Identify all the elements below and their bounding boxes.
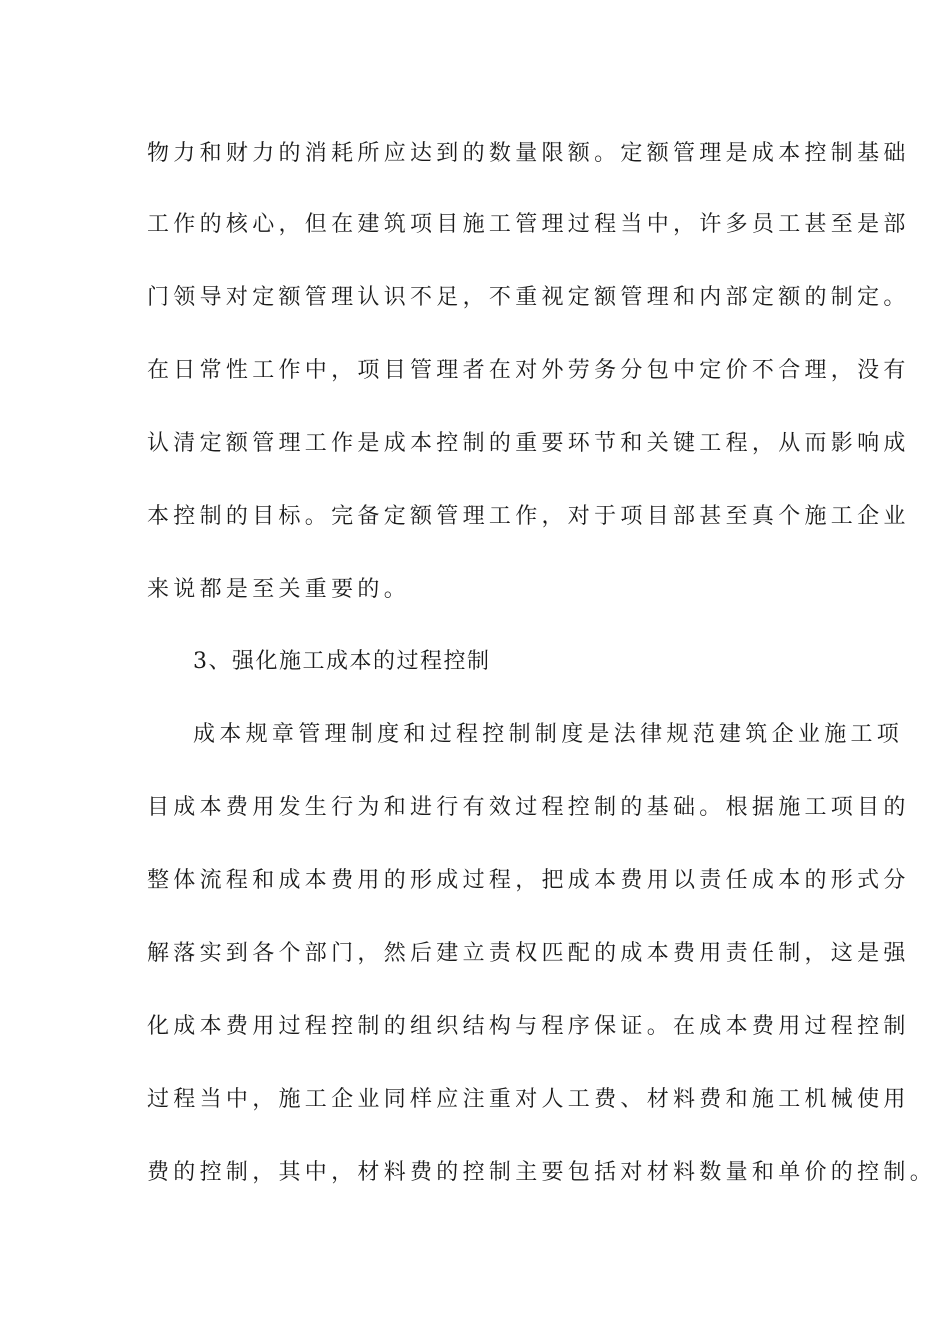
paragraph-line: 本控制的目标。完备定额管理工作，对于项目部甚至真个施工企业 bbox=[147, 504, 910, 529]
paragraph-line: 认清定额管理工作是成本控制的重要环节和关键工程，从而影响成 bbox=[147, 431, 910, 456]
paragraph-line: 解落实到各个部门，然后建立责权匹配的成本费用责任制，这是强 bbox=[147, 941, 910, 966]
section-heading: 3、强化施工成本的过程控制 bbox=[193, 649, 491, 674]
paragraph-line: 化成本费用过程控制的组织结构与程序保证。在成本费用过程控制 bbox=[147, 1014, 910, 1039]
paragraph-line: 过程当中，施工企业同样应注重对人工费、材料费和施工机械使用 bbox=[147, 1087, 910, 1112]
paragraph-line: 工作的核心，但在建筑项目施工管理过程当中，许多员工甚至是部 bbox=[147, 212, 910, 237]
paragraph-line: 门领导对定额管理认识不足，不重视定额管理和内部定额的制定。 bbox=[147, 285, 910, 310]
paragraph-line: 费的控制，其中，材料费的控制主要包括对材料数量和单价的控制。 bbox=[147, 1160, 937, 1185]
paragraph-line: 目成本费用发生行为和进行有效过程控制的基础。根据施工项目的 bbox=[147, 795, 910, 820]
paragraph-line: 成本规章管理制度和过程控制制度是法律规范建筑企业施工项 bbox=[193, 722, 904, 747]
paragraph-line: 整体流程和成本费用的形成过程，把成本费用以责任成本的形式分 bbox=[147, 868, 910, 893]
paragraph-line: 物力和财力的消耗所应达到的数量限额。定额管理是成本控制基础 bbox=[147, 141, 910, 166]
paragraph-line: 在日常性工作中，项目管理者在对外劳务分包中定价不合理，没有 bbox=[147, 358, 910, 383]
paragraph-line: 来说都是至关重要的。 bbox=[147, 577, 411, 602]
